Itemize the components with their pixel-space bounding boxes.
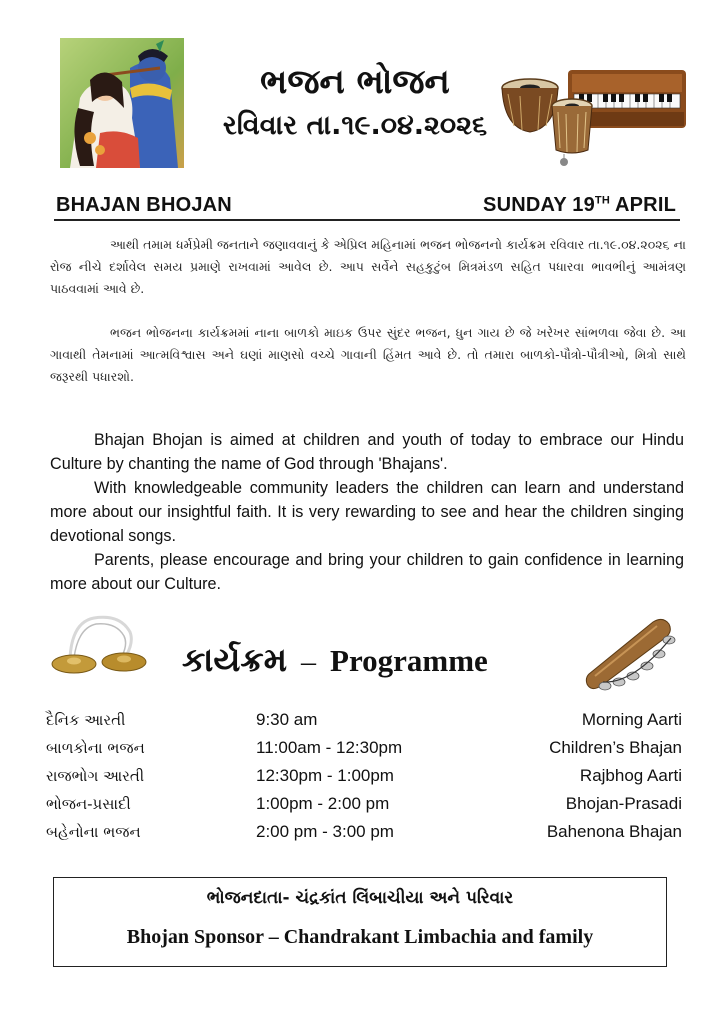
tabla-harmonium-image bbox=[500, 58, 690, 173]
schedule-row bbox=[0, 708, 722, 736]
english-paragraph-2: With knowledgeable community leaders the children can learn and understand more about our insightful faith. It is very rewarding to see and hear the children singing devotional songs. bbox=[50, 479, 684, 545]
schedule-item-gujarati: બહેનોના ભજન bbox=[46, 823, 141, 841]
sponsor-english: Bhojan Sponsor – Chandrakant Limbachia and family bbox=[126, 926, 594, 948]
schedule-time: 1:00pm - 2:00 pm bbox=[256, 794, 390, 813]
heading-date bbox=[483, 194, 676, 217]
schedule-time: 9:30 am bbox=[256, 710, 318, 729]
sponsor-gujarati: ભોજનદાતા- ચંદ્રકાંત લિંબાચીયા અને પરિવાર bbox=[206, 888, 514, 908]
gujarati-paragraph-1: આથી તમામ ધર્મપ્રેમી જનતાને જણાવવાનું કે એપ્રિલ મહિનામાં ભજન ભોજનનો કાર્યક્રમ રવિવાર તા.૧૯.૦૪.૨૦૨૬ ના રોજ નીચે દર્શાવેલ સમય પ્રમાણે રાખવામાં આવેલ છે. આપ સર્વેને સહકુટુંબ મિત્રમંડળ સહિત પધારવા ભાવભીનું આમંત્રણ પાઠવવામાં આવે છે. bbox=[50, 237, 686, 296]
programme-title-dash: – bbox=[301, 645, 317, 678]
heading-date-prefix: SUNDAY 19 bbox=[483, 194, 595, 216]
tambourine-image bbox=[583, 612, 679, 692]
cymbals-image bbox=[50, 612, 150, 678]
heading-date-suffix-sup: TH bbox=[594, 194, 610, 207]
gujarati-paragraph-2: ભજન ભોજનના કાર્યક્રમમાં નાના બાળકો માઇક ઉપર સુંદર ભજન, ધુન ગાય છે જે ખરેખર સાંભળવા જેવા છે. આ ગાવાથી તેમનામાં આત્મવિશ્વાસ અને ઘણાં માણસો વચ્ચે ગાવાની હિંમત આવે છે. તો તમારા બાળકો-પૌત્રો-પૌત્રીઓ, મિત્રો સાથે જરૂરથી પધારશો. bbox=[50, 325, 686, 384]
schedule-item-gujarati: રાજભોગ આરતી bbox=[46, 767, 145, 785]
sponsor-box bbox=[53, 877, 667, 967]
schedule-row bbox=[0, 792, 722, 820]
schedule-item-english: Morning Aarti bbox=[581, 710, 682, 729]
programme-title-gujarati: કાર્યક્રમ bbox=[182, 640, 288, 679]
date-gujarati: રવિવાર તા.૧૯.૦૪.૨૦૨૬ bbox=[222, 110, 488, 141]
schedule-time: 11:00am - 12:30pm bbox=[256, 738, 403, 757]
title-gujarati: ભજન ભોજન bbox=[260, 62, 450, 102]
schedule-time: 2:00 pm - 3:00 pm bbox=[256, 822, 394, 841]
schedule-row bbox=[0, 736, 722, 764]
schedule-row bbox=[0, 764, 722, 792]
heading-divider bbox=[54, 219, 680, 221]
heading-bhajan-bhojan: BHAJAN BHOJAN bbox=[56, 194, 232, 216]
schedule-item-gujarati: ભોજન-પ્રસાદી bbox=[46, 795, 131, 813]
programme-title bbox=[182, 640, 572, 690]
schedule-item-english: Bhojan-Prasadi bbox=[565, 794, 682, 813]
programme-title-english: Programme bbox=[330, 643, 488, 678]
schedule-row bbox=[0, 820, 722, 848]
schedule-item-english: Rajbhog Aarti bbox=[579, 766, 682, 785]
schedule-item-gujarati: દૈનિક આરતી bbox=[46, 711, 126, 729]
schedule-item-gujarati: બાળકોના ભજન bbox=[46, 739, 145, 757]
schedule-item-english: Children’s Bhajan bbox=[549, 738, 682, 757]
krishna-radha-image bbox=[60, 38, 184, 168]
schedule-item-english: Bahenona Bhajan bbox=[546, 822, 682, 841]
heading-date-month: APRIL bbox=[609, 194, 676, 216]
schedule-time: 12:30pm - 1:00pm bbox=[256, 766, 394, 785]
english-paragraph-3: Parents, please encourage and bring your children to gain confidence in learning more about our Culture. bbox=[50, 551, 684, 593]
english-paragraph-1: Bhajan Bhojan is aimed at children and youth of today to embrace our Hindu Culture by chanting the name of God through 'Bhajans'. bbox=[50, 431, 684, 473]
